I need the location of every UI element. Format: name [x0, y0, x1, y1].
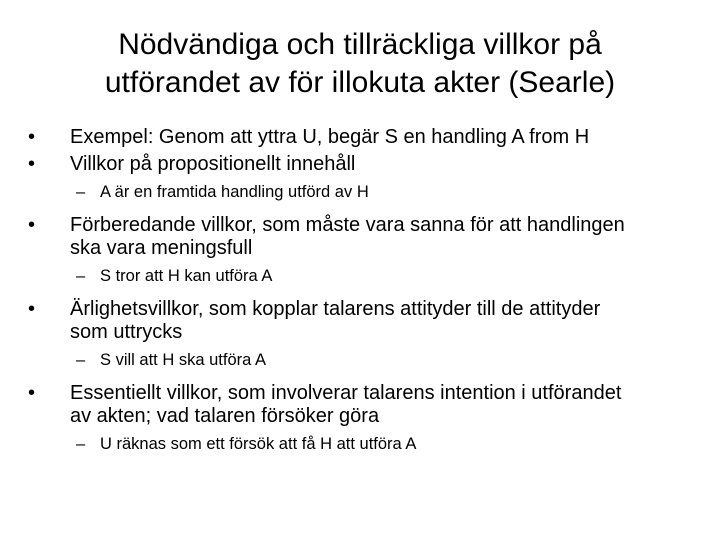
- dash-icon: –: [76, 183, 86, 201]
- title-line-1: Nödvändiga och tillräckliga villkor på: [118, 28, 602, 61]
- sub-item-essential: [28, 434, 698, 454]
- dash-icon: –: [76, 267, 86, 285]
- sub-item-sincerity: [28, 350, 698, 370]
- bullet-icon: •: [28, 298, 36, 320]
- sub-text: A är en framtida handling utförd av H: [100, 183, 369, 201]
- sub-text: S vill att H ska utföra A: [100, 351, 266, 369]
- bullet-item-example: [28, 126, 698, 149]
- bullet-icon: •: [28, 153, 36, 175]
- bullet-text: Exempel: Genom att yttra U, begär S en handling A from H: [70, 126, 590, 148]
- dash-icon: –: [76, 351, 86, 369]
- sub-text: S tror att H kan utföra A: [100, 267, 273, 285]
- slide-title: [0, 26, 720, 102]
- bullet-text: Villkor på propositionellt innehåll: [70, 153, 356, 175]
- bullet-icon: •: [28, 126, 36, 148]
- bullet-text: Förberedande villkor, som måste vara sanna för att handlingen ska vara meningsfull: [70, 214, 625, 259]
- bullet-item-preparatory: [28, 214, 698, 260]
- bullet-icon: •: [28, 382, 36, 404]
- bullet-list: [28, 126, 698, 454]
- bullet-text: Essentiellt villkor, som involverar talarens intention i utförandet av akten; vad talaren försöker göra: [70, 382, 622, 427]
- dash-icon: –: [76, 435, 86, 453]
- sub-item-preparatory: [28, 266, 698, 286]
- bullet-item-essential: [28, 382, 698, 428]
- bullet-item-sincerity: [28, 298, 698, 344]
- sub-item-propositional: [28, 182, 698, 202]
- bullet-icon: •: [28, 214, 36, 236]
- bullet-item-propositional: [28, 153, 698, 176]
- sub-text: U räknas som ett försök att få H att utföra A: [100, 435, 417, 453]
- title-line-2: utförandet av för illokuta akter (Searle): [104, 66, 616, 99]
- bullet-text: Ärlighetsvillkor, som kopplar talarens attityder till de attityder som uttrycks: [70, 298, 601, 343]
